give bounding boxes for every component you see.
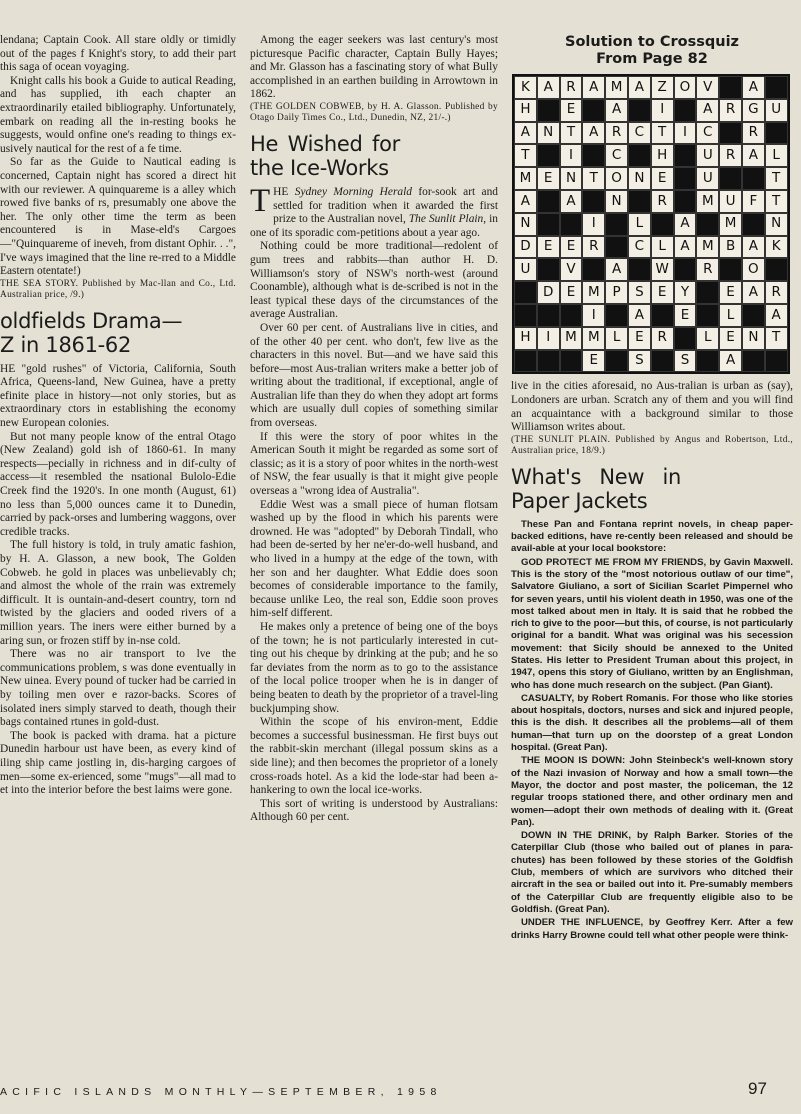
- col1-paragraph: So far as the Guide to Nautical eading is concerned, Captain night has scored a direct hit with our reviewer. A quinquareme is a alley which rowed five banks of rs, presumably one above the her. The only other time the term as been encountered is in Mase-eld's Cargoes—"Quinquareme of ineveh, from distant Ophir. . .", I've ways imagined that the line re-rred to a Middle Eastern otentate!): [0, 156, 236, 278]
- col1-paragraph: There was no air transport to lve the communications problem, s was done eventually in New uinea. Every pound of tucker had be carried in by toiling men over e razor-backs. Scores of isolated iners simply starved to death, though their bags contained rtunes in gold-dust.: [0, 648, 236, 729]
- crossword-letter: L: [765, 144, 788, 167]
- crossword-letter: R: [742, 122, 765, 145]
- crossword-letter: D: [537, 281, 560, 304]
- crossword-black-square: [696, 213, 719, 236]
- crossword-letter: T: [651, 122, 674, 145]
- crossword-letter: A: [514, 190, 537, 213]
- crossword-letter: Y: [674, 281, 697, 304]
- column-2: [250, 34, 498, 825]
- crossword-black-square: [582, 144, 605, 167]
- crossword-black-square: [582, 258, 605, 281]
- col2-paragraph: Nothing could be more traditional—redolent of gum trees and rabbits—than author H. D. Williamson's story of NSW's north-west (around Coonamble), although what is de-scribed is not in the least typical these days of the circumstances of the average Australian.: [250, 240, 498, 321]
- crossword-letter: M: [582, 281, 605, 304]
- crossword-letter: I: [582, 213, 605, 236]
- crossword-letter: M: [696, 190, 719, 213]
- crossword-letter: A: [605, 258, 628, 281]
- crossword-letter: L: [628, 213, 651, 236]
- crossword-letter: R: [651, 190, 674, 213]
- crossword-black-square: [651, 350, 674, 373]
- text-run: HE: [273, 185, 295, 198]
- crossword-letter: N: [560, 167, 583, 190]
- crossword-letter: K: [765, 236, 788, 259]
- crossword-black-square: [651, 304, 674, 327]
- crossword-letter: N: [605, 190, 628, 213]
- crossword-letter: R: [560, 76, 583, 99]
- book-entry: DOWN IN THE DRINK, by Ralph Barker. Stories of the Caterpillar Club (those who bailed out of planes in para-chutes) has been followed by these stories of the Goldfish Club, members of which are survivors who ditched their aircraft in the sea or bailed out into it. Pre-sumably members of the Caterpillar Club are frequently eligible also to be Goldfish. (Great Pan).: [511, 830, 793, 915]
- crossword-letter: I: [582, 304, 605, 327]
- crossword-letter: R: [719, 144, 742, 167]
- crossword-black-square: [742, 350, 765, 373]
- crossword-letter: H: [514, 99, 537, 122]
- crossword-black-square: [628, 99, 651, 122]
- crossword-letter: I: [537, 327, 560, 350]
- col2-paragraph: Eddie West was a small piece of human flotsam washed up by the flood in which his parents were drowned. He was "adopted" by Deborah Tindall, who had been de-serted by her ne'er-do-well husband, and who lived in a humpy at the edge of the town, with her son and her daughter. What Eddie does soon becomes of considerable importance to the family, because unlike Leo, the real son, Eddie soon proves him-self different.: [250, 498, 498, 620]
- crossword-letter: A: [628, 304, 651, 327]
- crossword-black-square: [696, 281, 719, 304]
- column-3: [511, 34, 793, 943]
- text-run: , in one of its sporadic com-petitions about a year ago.: [250, 213, 498, 239]
- crossword-letter: T: [765, 190, 788, 213]
- crossword-letter: C: [605, 144, 628, 167]
- paper-jackets-list: [511, 519, 793, 942]
- crossword-black-square: [514, 350, 537, 373]
- book-entry: THE MOON IS DOWN: John Steinbeck's well-known story of the Nazi invasion of Norway and how a small town—the Mayor, the doctor and post master, the policeman, the 12 regular troops stationed there, and other ordinary men and women—adopt their own methods of dealing with it. (Great Pan).: [511, 755, 793, 828]
- crossword-letter: U: [696, 144, 719, 167]
- crossword-letter: A: [674, 213, 697, 236]
- crossword-letter: R: [605, 122, 628, 145]
- col3-credit: (THE SUNLIT PLAIN. Published by Angus and Robertson, Ltd., Australian price, 18/9.): [511, 434, 793, 456]
- crossword-letter: N: [628, 167, 651, 190]
- crossword-black-square: [674, 99, 697, 122]
- crossword-black-square: [742, 167, 765, 190]
- crossword-letter: N: [742, 327, 765, 350]
- crossword-letter: T: [765, 167, 788, 190]
- crossword-letter: V: [696, 76, 719, 99]
- section-heading-ice-works: He Wished for the Ice-Works: [250, 131, 400, 180]
- crossword-letter: A: [582, 76, 605, 99]
- col2-paragraph: Within the scope of his environ-ment, Eddie becomes a successful businessman. He first buys out the rabbit-skin merchant (illegal possum skins as a side line); and then becomes the proprietor of a lonely cross-roads hotel. As a kid the lode-star had been a-hankering to own the local ice-works.: [250, 716, 498, 797]
- crossword-letter: O: [605, 167, 628, 190]
- crossword-letter: T: [765, 327, 788, 350]
- crossword-letter: T: [582, 167, 605, 190]
- crossword-black-square: [765, 258, 788, 281]
- crossword-letter: M: [582, 327, 605, 350]
- crossword-letter: U: [719, 190, 742, 213]
- crossword-letter: S: [628, 350, 651, 373]
- col2-paragraph-intro: [250, 182, 498, 240]
- crossword-letter: E: [582, 350, 605, 373]
- crossword-letter: R: [719, 99, 742, 122]
- crossword-letter: P: [605, 281, 628, 304]
- crossword-letter: A: [696, 99, 719, 122]
- crossword-title-line: From Page 82: [596, 51, 708, 67]
- col2-paragraph: Among the eager seekers was last century's most picturesque Pacific character, Captain Bully Hayes; and Mr. Glasson has a fascinating story of what Bully accomplished in an earthen building in Arrowtown in 1862.: [250, 34, 498, 101]
- crossword-black-square: [765, 76, 788, 99]
- col1-paragraph: Knight calls his book a Guide to autical Reading, and has supplied, ith each chapter an extraordinarily etailed bibliography. Unfortunately, embark on reading all the in-resting books he suggests, would onfine one's reading to things ex-usively nautical for the rest of a fe time.: [0, 74, 236, 155]
- col1-paragraph: HE "gold rushes" of Victoria, California, South Africa, Queens-land, New Guinea, have a pretty efinite place in history—not only stories, but as extraordinary ctors in establishing the economy new European colonies.: [0, 362, 236, 430]
- col2-paragraph: This sort of writing is understood by Australians: Although 60 per cent.: [250, 797, 498, 824]
- crossword-letter: W: [651, 258, 674, 281]
- crossword-letter: R: [651, 327, 674, 350]
- text-run-italic: Sydney Morning Herald: [294, 185, 412, 198]
- crossword-black-square: [742, 304, 765, 327]
- paper-jackets-intro: These Pan and Fontana reprint novels, in cheap paper-backed editions, have re-cently been released and should be avail-able at your local bookstore:: [511, 518, 793, 555]
- crossword-letter: A: [537, 76, 560, 99]
- crossword-letter: K: [514, 76, 537, 99]
- crossword-letter: R: [696, 258, 719, 281]
- crossword-letter: E: [674, 304, 697, 327]
- section-heading-goldfields: [0, 309, 236, 357]
- crossword-black-square: [696, 304, 719, 327]
- crossword-letter: E: [560, 99, 583, 122]
- page-number: 97: [748, 1079, 767, 1098]
- col1-credit: THE SEA STORY. Published by Mac-llan and Co., Ltd. Australian price, /9.): [0, 278, 236, 300]
- crossword-letter: M: [560, 327, 583, 350]
- crossword-black-square: [537, 258, 560, 281]
- crossword-letter: U: [696, 167, 719, 190]
- crossword-letter: I: [651, 99, 674, 122]
- crossword-letter: C: [628, 122, 651, 145]
- crossword-black-square: [605, 304, 628, 327]
- crossword-black-square: [537, 144, 560, 167]
- crossword-letter: E: [537, 167, 560, 190]
- crossword-black-square: [719, 167, 742, 190]
- crossword-letter: L: [651, 236, 674, 259]
- crossword-black-square: [628, 258, 651, 281]
- crossword-black-square: [674, 167, 697, 190]
- crossword-black-square: [674, 258, 697, 281]
- crossword-letter: Z: [651, 76, 674, 99]
- crossword-letter: C: [696, 122, 719, 145]
- crossword-letter: E: [651, 167, 674, 190]
- crossword-letter: A: [514, 122, 537, 145]
- crossword-black-square: [742, 213, 765, 236]
- crossword-letter: N: [765, 213, 788, 236]
- drop-cap: T: [250, 182, 271, 219]
- crossword-black-square: [537, 190, 560, 213]
- crossword-letter: S: [628, 281, 651, 304]
- col3-paragraph: live in the cities aforesaid, no Aus-tralian is urban as (say), Londoners are urban. Scratch any of them and you will find an acquaintance with a background similar to those Williamson writes about.: [511, 380, 793, 434]
- crossword-letter: L: [605, 327, 628, 350]
- crossword-grid: [512, 74, 790, 374]
- crossword-black-square: [719, 258, 742, 281]
- text-run-italic: The Sunlit Plain: [408, 213, 484, 226]
- crossword-black-square: [651, 213, 674, 236]
- col2-credit: (THE GOLDEN COBWEB, by H. A. Glasson. Published by Otago Daily Times Co., Ltd., Dunedin, NZ, 21/-.): [250, 101, 498, 123]
- crossword-black-square: [605, 236, 628, 259]
- crossword-black-square: [537, 350, 560, 373]
- crossword-black-square: [560, 213, 583, 236]
- crossword-letter: U: [765, 99, 788, 122]
- crossword-letter: N: [537, 122, 560, 145]
- crossword-letter: D: [514, 236, 537, 259]
- crossword-letter: A: [674, 236, 697, 259]
- crossword-letter: E: [560, 281, 583, 304]
- crossword-letter: E: [628, 327, 651, 350]
- crossword-letter: M: [605, 76, 628, 99]
- crossword-letter: B: [719, 236, 742, 259]
- crossword-black-square: [765, 122, 788, 145]
- crossword-black-square: [674, 327, 697, 350]
- col1-paragraph: But not many people know of the entral Otago (New Zealand) gold ish of 1860-61. In many respects—pecially in richness and in dif-culty of access—it resembled the nsational Bulolo-Edie Creek find the 1920's. In one month (August, 61) no less than 5,000 ounces came it to Dunedin, carried by pack-orses and lumbering waggons, over credible tracks.: [0, 430, 236, 538]
- crossword-letter: R: [582, 236, 605, 259]
- crossword-black-square: [605, 213, 628, 236]
- crossword-letter: O: [742, 258, 765, 281]
- crossword-title-line: Solution to Crossquiz: [565, 34, 739, 50]
- crossword-black-square: [719, 76, 742, 99]
- crossword-letter: O: [674, 76, 697, 99]
- crossword-letter: M: [696, 236, 719, 259]
- crossword-letter: E: [719, 327, 742, 350]
- text-run: for-sook art and settled for tradition when it awarded the first prize to the Australian novel,: [273, 185, 498, 226]
- crossword-black-square: [537, 304, 560, 327]
- crossword-letter: T: [514, 144, 537, 167]
- col2-paragraph: Over 60 per cent. of Australians live in cities, and of the other 40 per cent. who don't, few live as the characters in this novel. But—and we have said this before—most Aus-tralian writers make a better job of writing about the traditional, if exceptional, angle of Australian life than they do when they adopt art forms which are usually dull copies of something similar from overseas.: [250, 321, 498, 430]
- col1-paragraph: lendana; Captain Cook. All stare oldly or timidly out of the pages f Knight's story, to add their part this saga of ocean voyaging.: [0, 34, 236, 74]
- crossword-black-square: [605, 350, 628, 373]
- crossword-letter: V: [560, 258, 583, 281]
- crossword-letter: I: [674, 122, 697, 145]
- crossword-letter: F: [742, 190, 765, 213]
- crossword-letter: H: [514, 327, 537, 350]
- col1-paragraph: The full history is told, in truly amatic fashion, by H. A. Glasson, a new book, The Golden Cobweb. he gold in places was unbelievably ch; and almost the whole of the rrain was extremely difficult. It is ountain-and-desert country, torn nd twisted by the glaciers and ooded rivers of a million years. The iners were either burned by a aring sun, or frozen stiff by in-nse cold.: [0, 539, 236, 647]
- crossword-letter: A: [742, 281, 765, 304]
- crossword-black-square: [719, 122, 742, 145]
- page-footer: ACIFIC ISLANDS MONTHLY—SEPTEMBER, 1958: [0, 1086, 442, 1098]
- crossword-black-square: [537, 99, 560, 122]
- crossword-black-square: [696, 350, 719, 373]
- crossword-black-square: [674, 144, 697, 167]
- crossword-black-square: [582, 190, 605, 213]
- crossword-letter: A: [719, 350, 742, 373]
- crossword-letter: A: [742, 236, 765, 259]
- crossword-black-square: [560, 304, 583, 327]
- crossword-black-square: [628, 144, 651, 167]
- crossword-letter: L: [696, 327, 719, 350]
- heading-line: oldfields Drama—: [0, 308, 183, 333]
- crossword-letter: A: [582, 122, 605, 145]
- crossword-letter: A: [765, 304, 788, 327]
- crossword-letter: A: [628, 76, 651, 99]
- crossword-letter: T: [560, 122, 583, 145]
- col1-paragraph: The book is packed with drama. hat a picture Dunedin harbour ust have been, as every kind of iling ship came jostling in, dis-harging cargoes of men—some ex-erienced, some "mugs"—all mad to et into the interior before the best laims were gone.: [0, 729, 236, 797]
- crossword-black-square: [628, 190, 651, 213]
- book-entry: GOD PROTECT ME FROM MY FRIENDS, by Gavin Maxwell. This is the story of the "most notorious outlaw of our time", Salvatore Giuliano, a sort of Sicilian Scarlet Pimpernel who for seven years, until his violent death in 1950, was one of the most talked about men in Italy. It is said that he robbed the rich to give to the poor—but this, of course, is not particularly original for a bandit. What was original was his secession movement: that Sicily should be annexed to the United States. His letter to President Truman about this project, in 1947, opens this story of Giuliano, written by an Englishman, who has done much research on the subject. (Pan Giant).: [511, 556, 793, 691]
- col2-paragraph: If this were the story of poor whites in the American South it might be regarded as some sort of classic; as it is a story of poor whites in the north-west of NSW, the fear usually is that it might give people overseas a "wrong idea of Australia".: [250, 430, 498, 498]
- crossword-black-square: [560, 350, 583, 373]
- col2-paragraph: He makes only a pretence of being one of the boys of the town; he is not particularly interested in cut-ting out his cheque by drinking at the pub; and he so far deviates from the norm as to go to the assistance of the local police trooper when he is in danger of being beaten to death by the proprietor of a travel-ling buckjumping show.: [250, 620, 498, 715]
- crossword-letter: M: [719, 213, 742, 236]
- crossword-black-square: [674, 190, 697, 213]
- crossword-black-square: [537, 213, 560, 236]
- crossword-letter: N: [514, 213, 537, 236]
- crossword-letter: M: [514, 167, 537, 190]
- crossword-letter: U: [514, 258, 537, 281]
- crossword-letter: A: [605, 99, 628, 122]
- crossword-letter: E: [719, 281, 742, 304]
- crossword-letter: R: [765, 281, 788, 304]
- crossword-title: [511, 34, 793, 68]
- crossword-letter: H: [651, 144, 674, 167]
- crossword-black-square: [514, 281, 537, 304]
- crossword-letter: S: [674, 350, 697, 373]
- book-entry: CASUALTY, by Robert Romanis. For those who like stories about hospitals, doctors, nurses and sick and injured people, this is the dish. It describes all the problems—all of them human—that turn up on the doorstep of a great London hospital. (Great Pan).: [511, 692, 793, 754]
- crossword-letter: E: [537, 236, 560, 259]
- crossword-letter: A: [742, 144, 765, 167]
- heading-line: Z in 1861-62: [0, 332, 132, 357]
- crossword-black-square: [765, 350, 788, 373]
- crossword-letter: I: [560, 144, 583, 167]
- crossword-letter: L: [719, 304, 742, 327]
- crossword-letter: E: [651, 281, 674, 304]
- crossword-letter: E: [560, 236, 583, 259]
- book-entry: UNDER THE INFLUENCE, by Geoffrey Kerr. After a few drinks Harry Browne could tell what other people were think-: [511, 917, 793, 941]
- crossword-black-square: [514, 304, 537, 327]
- crossword-letter: C: [628, 236, 651, 259]
- column-1: [0, 34, 236, 798]
- crossword-letter: A: [742, 76, 765, 99]
- crossword-letter: A: [560, 190, 583, 213]
- crossword-letter: G: [742, 99, 765, 122]
- section-heading-paper-jackets: What's New in Paper Jackets: [511, 464, 681, 513]
- crossword-black-square: [582, 99, 605, 122]
